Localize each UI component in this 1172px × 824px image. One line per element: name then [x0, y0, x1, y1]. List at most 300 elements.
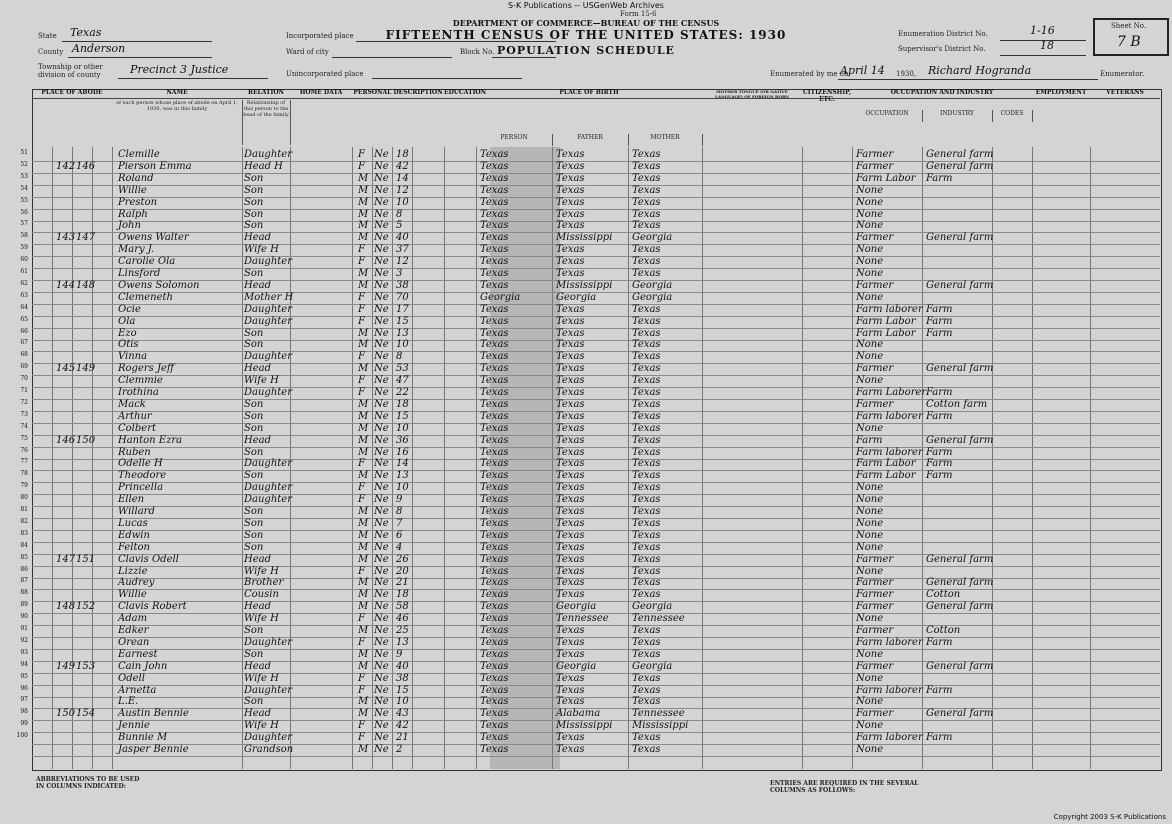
archive-banner: S-K Publications -- USGenWeb Archives — [508, 1, 664, 10]
race: Ne — [374, 279, 389, 291]
occupation: None — [856, 494, 884, 506]
age: 9 — [396, 648, 403, 660]
birthplace-mother: Texas — [632, 172, 661, 184]
person-name: Roland — [118, 172, 154, 184]
birthplace-father: Texas — [556, 434, 585, 446]
person-name: Clavis Robert — [118, 601, 187, 613]
sex: F — [358, 672, 365, 684]
birthplace-person: Texas — [480, 494, 509, 506]
birthplace-person: Georgia — [480, 291, 521, 303]
dwelling-number: 144 — [56, 279, 76, 291]
person-name: Cain John — [118, 660, 168, 672]
birthplace-mother: Texas — [632, 256, 661, 268]
sex: M — [358, 708, 369, 720]
industry: General farm — [926, 601, 994, 613]
sex: F — [358, 160, 365, 172]
sex: M — [358, 327, 369, 339]
footer — [0, 770, 1172, 824]
race: Ne — [374, 434, 389, 446]
age: 10 — [396, 339, 409, 351]
person-name: Hanton Ezra — [118, 434, 183, 446]
birthplace-father: Texas — [556, 208, 585, 220]
race: Ne — [374, 517, 389, 529]
birthplace-father: Texas — [556, 517, 585, 529]
person-name: Ola — [118, 315, 136, 327]
sex: F — [358, 494, 365, 506]
birthplace-father: Mississippi — [556, 232, 613, 244]
line-number: 93 — [20, 648, 28, 656]
age: 42 — [396, 160, 409, 172]
table-row — [20, 208, 1160, 222]
person-name: Irothina — [118, 387, 159, 398]
birthplace-mother: Texas — [632, 672, 661, 684]
race: Ne — [374, 422, 389, 434]
table-row — [20, 553, 1160, 567]
relationship: Wife H — [244, 565, 279, 577]
line-number: 67 — [20, 339, 28, 347]
birthplace-mother: Texas — [632, 446, 661, 458]
relationship: Daughter — [244, 256, 292, 268]
sex: M — [358, 208, 369, 220]
age: 15 — [396, 410, 409, 422]
industry: Farm — [926, 410, 953, 422]
block-label: Block No. — [460, 48, 495, 56]
birthplace-mother: Texas — [632, 636, 661, 648]
incorporated-label: Incorporated place — [286, 32, 354, 40]
age: 46 — [396, 613, 409, 625]
birthplace-mother: Texas — [632, 744, 661, 755]
table-row — [20, 494, 1160, 507]
person-name: Vinna — [118, 351, 148, 363]
relationship: Son — [244, 398, 264, 410]
birthplace-person: Texas — [480, 517, 509, 529]
person-name: Audrey — [118, 577, 155, 589]
person-name: Clemille — [118, 149, 160, 160]
person-name: Willard — [118, 506, 155, 517]
sex: F — [358, 375, 365, 387]
table-row — [20, 517, 1160, 531]
race: Ne — [374, 446, 389, 458]
birthplace-father: Texas — [556, 160, 585, 172]
occupation: Farm Labor — [856, 458, 916, 470]
birthplace-mother: Texas — [632, 517, 661, 529]
race: Ne — [374, 232, 389, 244]
father-birth-header: FATHER — [552, 134, 629, 146]
birthplace-father: Texas — [556, 636, 585, 648]
race: Ne — [374, 684, 389, 696]
industry: Farm — [926, 470, 953, 482]
birthplace-mother: Texas — [632, 303, 661, 315]
birthplace-father: Texas — [556, 351, 585, 363]
birthplace-father: Texas — [556, 244, 585, 256]
table-row — [20, 458, 1160, 471]
family-number: 153 — [76, 660, 96, 672]
person-name: Orean — [118, 636, 150, 648]
line-number: 98 — [20, 708, 28, 716]
age: 13 — [396, 327, 409, 339]
birthplace-mother: Texas — [632, 565, 661, 577]
sex: M — [358, 625, 369, 636]
table-row — [20, 232, 1160, 245]
line-number: 73 — [20, 410, 28, 418]
occupation: None — [856, 220, 884, 232]
birthplace-father: Texas — [556, 696, 585, 708]
occupation: Farm — [856, 434, 883, 446]
age: 47 — [396, 375, 409, 387]
relationship: Son — [244, 517, 264, 529]
sex: M — [358, 744, 369, 755]
relationship: Son — [244, 625, 264, 636]
birthplace-father: Texas — [556, 256, 585, 268]
person-name: Jasper Bennie — [118, 744, 189, 755]
person-name: Odell — [118, 672, 145, 684]
line-number: 54 — [20, 184, 28, 192]
birthplace-mother: Texas — [632, 684, 661, 696]
sex: M — [358, 422, 369, 434]
birthplace-person: Texas — [480, 648, 509, 660]
age: 14 — [396, 458, 409, 470]
birthplace-mother: Texas — [632, 351, 661, 363]
birthplace-mother: Texas — [632, 553, 661, 565]
birthplace-mother: Texas — [632, 506, 661, 517]
race: Ne — [374, 363, 389, 375]
sd-value: 18 — [1040, 39, 1054, 52]
age: 12 — [396, 184, 409, 196]
dwelling-number: 147 — [56, 553, 76, 565]
line-number: 86 — [20, 565, 28, 573]
birthplace-father: Texas — [556, 684, 585, 696]
line-number: 77 — [20, 458, 28, 466]
census-title: FIFTEENTH CENSUS OF THE UNITED STATES: 1930 — [385, 28, 787, 42]
township-label: Township or other division of county — [38, 63, 103, 79]
birthplace-father: Texas — [556, 149, 585, 160]
sex: M — [358, 268, 369, 279]
birthplace-father: Texas — [556, 410, 585, 422]
race: Ne — [374, 720, 389, 732]
person-name: Odelle H — [118, 458, 163, 470]
birthplace-mother: Texas — [632, 482, 661, 494]
birthplace-person: Texas — [480, 149, 509, 160]
relationship: Son — [244, 410, 264, 422]
industry: General farm — [926, 434, 994, 446]
relationship: Daughter — [244, 494, 292, 506]
race: Ne — [374, 708, 389, 720]
birthplace-mother: Texas — [632, 327, 661, 339]
sex: M — [358, 517, 369, 529]
race: Ne — [374, 398, 389, 410]
industry: Cotton farm — [926, 398, 988, 410]
sex: M — [358, 363, 369, 375]
sex: F — [358, 244, 365, 256]
occupation-column-header: OCCUPATION — [852, 110, 923, 122]
person-name: Owens Walter — [118, 232, 189, 244]
person-name: Felton — [118, 541, 150, 553]
line-number: 72 — [20, 398, 28, 406]
birthplace-person: Texas — [480, 303, 509, 315]
occupation: None — [856, 744, 884, 755]
person-name: Otis — [118, 339, 139, 351]
line-number: 71 — [20, 387, 28, 394]
race: Ne — [374, 613, 389, 625]
birthplace-father: Mississippi — [556, 279, 613, 291]
occupation: None — [856, 517, 884, 529]
family-number: 146 — [76, 160, 96, 172]
abbreviations-heading: ABBREVIATIONS TO BE USED IN COLUMNS INDICATED: — [36, 776, 140, 790]
industry: General farm — [926, 279, 994, 291]
age: 3 — [396, 268, 403, 279]
industry: Farm — [926, 732, 953, 744]
race: Ne — [374, 244, 389, 256]
line-number: 90 — [20, 613, 28, 621]
birthplace-mother: Texas — [632, 208, 661, 220]
line-number: 91 — [20, 625, 28, 632]
group-home-data: HOME DATA — [290, 89, 352, 99]
family-number: 150 — [76, 434, 96, 446]
birthplace-mother: Texas — [632, 470, 661, 482]
birthplace-person: Texas — [480, 684, 509, 696]
sex: M — [358, 541, 369, 553]
relationship: Daughter — [244, 458, 292, 470]
occupation: Farm Labor — [856, 172, 916, 184]
birthplace-person: Texas — [480, 172, 509, 184]
table-row — [20, 625, 1160, 638]
table-row — [20, 720, 1160, 733]
birthplace-mother: Texas — [632, 625, 661, 636]
birthplace-person: Texas — [480, 720, 509, 732]
sex: M — [358, 506, 369, 517]
occupation: None — [856, 529, 884, 541]
relationship: Wife H — [244, 244, 279, 256]
relationship: Son — [244, 529, 264, 541]
relationship: Son — [244, 172, 264, 184]
occupation: None — [856, 565, 884, 577]
line-number: 68 — [20, 351, 28, 359]
birthplace-person: Texas — [480, 672, 509, 684]
state-value: Texas — [70, 26, 102, 39]
person-name: Colbert — [118, 422, 156, 434]
birthplace-mother: Texas — [632, 220, 661, 232]
occupation: None — [856, 256, 884, 268]
schedule-title: POPULATION SCHEDULE — [497, 44, 675, 57]
age: 37 — [396, 244, 409, 256]
person-name: Ellen — [118, 494, 145, 506]
sex: F — [358, 303, 365, 315]
relationship: Wife H — [244, 375, 279, 387]
birthplace-mother: Texas — [632, 434, 661, 446]
relationship: Head — [244, 363, 272, 375]
age: 13 — [396, 470, 409, 482]
sex: F — [358, 482, 365, 494]
table-row — [20, 291, 1160, 305]
sex: M — [358, 553, 369, 565]
age: 9 — [396, 494, 403, 506]
birthplace-person: Texas — [480, 434, 509, 446]
sheet-label: Sheet No. — [1111, 22, 1147, 30]
birthplace-mother: Texas — [632, 494, 661, 506]
sex: M — [358, 648, 369, 660]
race: Ne — [374, 601, 389, 613]
age: 18 — [396, 149, 409, 160]
relationship: Daughter — [244, 482, 292, 494]
industry: General farm — [926, 363, 994, 375]
occupation: None — [856, 672, 884, 684]
race: Ne — [374, 577, 389, 589]
age: 16 — [396, 446, 409, 458]
birthplace-father: Georgia — [556, 291, 597, 303]
line-number: 88 — [20, 589, 28, 597]
birthplace-person: Texas — [480, 422, 509, 434]
person-name: Austin Bennie — [118, 708, 189, 720]
birthplace-person: Texas — [480, 232, 509, 244]
sex: M — [358, 398, 369, 410]
table-row — [16, 732, 1160, 745]
occupation: Farm laborer — [856, 410, 923, 422]
birthplace-mother: Texas — [632, 375, 661, 387]
line-number: 89 — [20, 601, 28, 609]
birthplace-mother: Georgia — [632, 601, 673, 613]
group-name: NAME — [112, 89, 242, 99]
occupation: None — [856, 422, 884, 434]
birthplace-mother: Texas — [632, 184, 661, 196]
line-number: 66 — [20, 327, 28, 335]
relationship: Son — [244, 208, 264, 220]
table-row — [20, 410, 1160, 424]
birthplace-person: Texas — [480, 565, 509, 577]
person-name: Ruben — [118, 446, 151, 458]
industry: Farm — [926, 387, 953, 398]
occupation: Farmer — [856, 660, 894, 672]
industry: Farm — [926, 636, 953, 648]
birthplace-father: Texas — [556, 375, 585, 387]
table-row — [20, 363, 1160, 376]
birthplace-person: Texas — [480, 410, 509, 422]
person-name: Rogers Jeff — [118, 363, 174, 375]
table-row — [20, 339, 1160, 352]
codes-column-header: CODES — [992, 110, 1033, 122]
birthplace-father: Texas — [556, 327, 585, 339]
relationship: Wife H — [244, 720, 279, 732]
birthplace-father: Texas — [556, 398, 585, 410]
age: 7 — [396, 517, 403, 529]
relationship: Daughter — [244, 351, 292, 363]
person-name: Linsford — [118, 268, 161, 279]
birthplace-person: Texas — [480, 220, 509, 232]
relationship: Head — [244, 434, 272, 446]
industry: Farm — [926, 458, 953, 470]
sex: M — [358, 279, 369, 291]
line-number: 85 — [20, 553, 28, 561]
race: Ne — [374, 529, 389, 541]
person-name: Lucas — [118, 517, 148, 529]
birthplace-mother: Texas — [632, 589, 661, 601]
race: Ne — [374, 339, 389, 351]
table-row — [20, 470, 1160, 483]
age: 15 — [396, 684, 409, 696]
race: Ne — [374, 315, 389, 327]
industry: Farm — [926, 327, 953, 339]
sex: F — [358, 732, 365, 744]
birthplace-father: Texas — [556, 172, 585, 184]
occupation: Farmer — [856, 279, 894, 291]
sex: M — [358, 696, 369, 708]
age: 58 — [396, 601, 409, 613]
relationship: Grandson — [244, 744, 294, 755]
age: 13 — [396, 636, 409, 648]
relationship: Daughter — [244, 315, 292, 327]
birthplace-father: Texas — [556, 744, 585, 755]
entries-heading: ENTRIES ARE REQUIRED IN THE SEVERAL COLUMNS AS FOLLOWS: — [770, 780, 919, 794]
line-number: 84 — [20, 541, 28, 549]
county-value: Anderson — [72, 42, 126, 55]
relationship: Son — [244, 339, 264, 351]
birthplace-father: Texas — [556, 315, 585, 327]
table-row — [20, 315, 1160, 329]
birthplace-person: Texas — [480, 696, 509, 708]
sex: F — [358, 256, 365, 268]
occupation: Farm laborer — [856, 684, 923, 696]
birthplace-person: Texas — [480, 196, 509, 208]
table-row — [20, 160, 1160, 174]
person-name: Jennie — [118, 720, 150, 732]
sex: M — [358, 601, 369, 613]
group-place-of-abode: PLACE OF ABODE — [32, 89, 112, 99]
race: Ne — [374, 268, 389, 279]
line-number: 62 — [20, 279, 28, 287]
family-number: 151 — [76, 553, 96, 565]
relationship: Son — [244, 648, 264, 660]
birthplace-father: Texas — [556, 446, 585, 458]
line-number: 82 — [20, 517, 28, 525]
relationship: Son — [244, 196, 264, 208]
person-name: Edwin — [118, 529, 150, 541]
sex: M — [358, 172, 369, 184]
relationship: Son — [244, 541, 264, 553]
person-name: Theodore — [118, 470, 167, 482]
group-veterans: VETERANS — [1090, 89, 1160, 99]
relationship: Son — [244, 220, 264, 232]
race: Ne — [374, 482, 389, 494]
birthplace-father: Texas — [556, 506, 585, 517]
age: 18 — [396, 398, 409, 410]
person-name: Earnest — [118, 648, 158, 660]
birthplace-person: Texas — [480, 327, 509, 339]
birthplace-father: Alabama — [556, 708, 601, 720]
age: 38 — [396, 279, 409, 291]
person-name: Princella — [118, 482, 164, 494]
industry: Farm — [926, 315, 953, 327]
birthplace-mother: Texas — [632, 410, 661, 422]
birthplace-father: Georgia — [556, 601, 597, 613]
birthplace-father: Texas — [556, 363, 585, 375]
occupation: Farm laborer — [856, 636, 923, 648]
ed-value: 1-16 — [1030, 24, 1055, 37]
birthplace-mother: Texas — [632, 268, 661, 279]
race: Ne — [374, 327, 389, 339]
race: Ne — [374, 410, 389, 422]
occupation: None — [856, 482, 884, 494]
birthplace-person: Texas — [480, 268, 509, 279]
age: 4 — [396, 541, 403, 553]
occupation: Farm Labor — [856, 470, 916, 482]
relationship: Wife H — [244, 613, 279, 625]
occupation: None — [856, 268, 884, 279]
birthplace-father: Texas — [556, 184, 585, 196]
age: 18 — [396, 589, 409, 601]
sex: M — [358, 577, 369, 589]
birthplace-father: Texas — [556, 458, 585, 470]
sex: M — [358, 196, 369, 208]
age: 42 — [396, 720, 409, 732]
